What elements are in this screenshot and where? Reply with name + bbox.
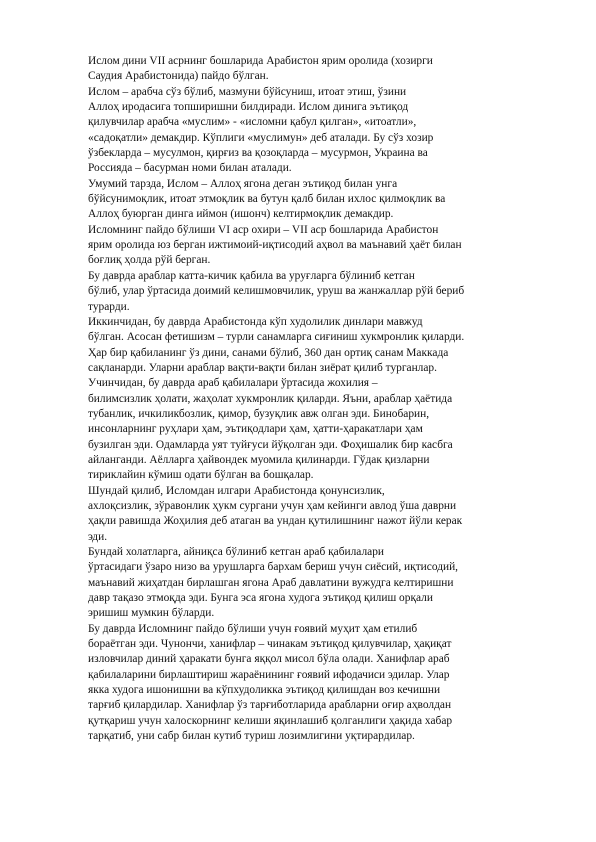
text-line: Саудия Арабистонида) пайдо бўлган. (88, 70, 269, 83)
text-line: турарди. (88, 300, 130, 313)
text-line: Шундай қилиб, Исломдан илгари Арабистонда қонунсизлик, (88, 484, 385, 497)
text-line: тарғиб қилардилар. Ханифлар ўз тарғиботларида арабларни оғир аҳволдан (88, 699, 452, 712)
text-line: якка худога ишонишни ва кўпхудоликка эътиқод қилишдан воз кечишни (88, 684, 441, 697)
text-line: сақланарди. Уларни араблар вақти-вақти билан зиёрат қилиб турганлар. (88, 361, 437, 374)
text-line: бораётган эди. Чунончи, ханифлар – чинакам эътиқод қилувчилар, ҳақиқат (88, 638, 452, 651)
text-line: бузилган эди. Одамларда уят туйғуси йўқолган эди. Фоҳишалик бир касбга (88, 438, 453, 451)
text-line: Ислом дини VII асрнинг бошларида Арабистон ярим оролида (хозирги (88, 55, 433, 67)
text-line: эди. (88, 530, 108, 543)
text-line: тарқатиб, уни сабр билан кутиб туриш лозимлигини уқтирардилар. (88, 730, 415, 743)
text-line: маънавий жиҳатдан бирлашган ягона Араб давлатини вужудга келтиришни (88, 576, 454, 589)
text-line: Иккинчидан, бу даврда Арабистонда кўп худолилик динлари мавжуд (88, 315, 423, 328)
text-line: ҳақли равишда Жоҳилия деб атаган ва ундан қутилишнинг нажот йўли керак (88, 515, 463, 528)
text-line: бўлган. Асосан фетишизм – турли санамларга сиғиниш хукмронлик қиларди. (88, 331, 465, 344)
text-line: билимсизлик ҳолати, жаҳолат хукмронлик қиларди. Яъни, араблар ҳаётида (88, 392, 453, 405)
text-line: ахлоқсизлик, зўравонлик ҳукм сургани учун ҳам кейинги авлод ўша даврни (88, 499, 457, 512)
text-line: Аллоҳ буюрган динга иймон (ишонч) келтирмоқлик демакдир. (88, 208, 394, 221)
text-line: Ҳар бир қабиланинг ўз дини, санами бўлиб, 360 дан ортиқ санам Маккада (88, 346, 449, 359)
text-line: бўйсунимоқлик, итоат этмоқлик ва бутун қалб билан ихлос қилмоқлик ва (88, 193, 446, 206)
text-line: Умумий тарзда, Ислом – Аллоҳ ягона деган эътиқод билан унга (88, 177, 398, 190)
text-line: ўзбекларда – мусулмон, қирғиз ва қозоқларда – мусурмон, Украина ва (88, 147, 428, 160)
text-line: Россияда – басурман номи билан аталади. (88, 162, 292, 175)
text-line: Аллоҳ иродасига топширишни билдиради. Ислом динига эътиқод (88, 101, 409, 114)
text-line: қутқариш учун халоскорнинг келиши яқинлашиб қолганлиги ҳақида хабар (88, 714, 453, 727)
text-line: Исломнинг пайдо бўлиши VI аср охири – VII аср бошларида Арабистон (88, 223, 439, 236)
text-line: қабилаларини бирлаштириш жараёнининг ғоявий ифодачиси эдилар. Улар (88, 668, 450, 681)
text-line: ўртасидаги ўзаро низо ва урушларга бархам бериш учун сиёсий, иқтисодий, (88, 561, 459, 574)
text-line: тириклайин кўмиш одати бўлган ва бошқалар. (88, 469, 314, 482)
text-line: Учинчидан, бу даврда араб қабилалари ўртасида жохилия – (88, 377, 378, 390)
document-body (88, 54, 548, 744)
text-line: Бу даврда араблар катта-кичик қабила ва уруғларга бўлиниб кетган (88, 269, 415, 282)
text-line: айланганди. Аёлларга ҳайвондек муомила қилинарди. Гўдак қизларни (88, 453, 430, 466)
text-line: боғлиқ ҳолда рўй берган. (88, 254, 211, 267)
text-line: ярим оролида юз берган ижтимоий-иқтисодий аҳвол ва маънавий ҳаёт билан (88, 239, 462, 252)
text-line: эришиш мумкин бўларди. (88, 607, 215, 620)
text-line: Бундай холатларга, айниқса бўлиниб кетган араб қабилалари (88, 546, 384, 558)
text-line: бўлиб, улар ўртасида доимий келишмовчилик, уруш ва жанжаллар рўй бериб (88, 285, 465, 298)
text-line: «садоқатли» демакдир. Кўплиги «муслимун» деб аталади. Бу сўз хозир (88, 131, 434, 144)
text-line: тубанлик, ичкиликбозлик, қимор, бузуқлик авж олган эди. Бинобарин, (88, 407, 430, 420)
text-line: изловчилар диний ҳаракати бунга яққол мисол бўла олади. Ханифлар араб (88, 653, 450, 666)
text-line: инсонларнинг руҳлари ҳам, эътиқодлари ҳам, ҳатти-ҳаракатлари ҳам (88, 423, 423, 436)
text-line: қилувчилар арабча «муслим» - «исломни қабул қилган», «итоатли», (88, 116, 417, 129)
text-line: Бу даврда Исломнинг пайдо бўлиши учун ғоявий муҳит ҳам етилиб (88, 622, 418, 635)
text-line: Ислом – арабча сўз бўлиб, мазмуни бўйсуниш, итоат этиш, ўзини (88, 85, 407, 98)
text-line: давр тақазо этмоқда эди. Бунга эса ягона худога эътиқод қилиш орқали (88, 592, 433, 605)
